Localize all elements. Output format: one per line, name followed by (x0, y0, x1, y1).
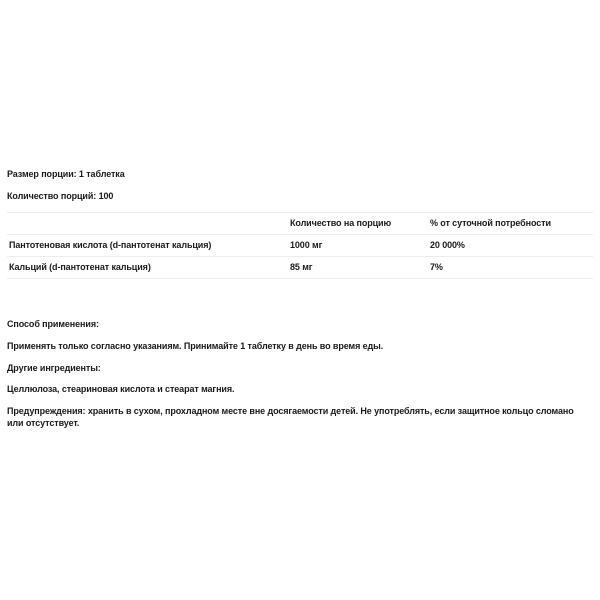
table-cell: 85 мг (290, 262, 313, 272)
servings-count: Количество порций: 100 (7, 191, 114, 201)
table-cell: 1000 мг (290, 240, 323, 250)
table-header-row (7, 212, 593, 234)
table-row (7, 234, 593, 256)
serving-size: Размер порции: 1 таблетка (7, 169, 125, 179)
table-cell: 7% (430, 262, 443, 272)
table-header: % от суточной потребности (430, 218, 551, 228)
usage-title: Способ применения: (7, 319, 99, 329)
other-ingredients-title: Другие ингредиенты: (7, 363, 101, 373)
table-cell: Пантотеновая кислота (d-пантотенат кальция) (9, 240, 212, 250)
other-ingredients-text: Целлюлоза, стеариновая кислота и стеарат магния. (7, 384, 235, 394)
table-header: Количество на порцию (290, 218, 392, 228)
supplement-facts-table (7, 212, 593, 279)
table-cell: 20 000% (430, 240, 465, 250)
table-row (7, 256, 593, 279)
table-cell: Кальций (d-пантотенат кальция) (9, 262, 151, 272)
warnings-text: Предупреждения: хранить в сухом, прохладном месте вне досягаемости детей. Не употреблять, если защитное кольцо сломано или отсутствует. (7, 406, 574, 428)
usage-text: Применять только согласно указаниям. Принимайте 1 таблетку в день во время еды. (7, 341, 384, 351)
